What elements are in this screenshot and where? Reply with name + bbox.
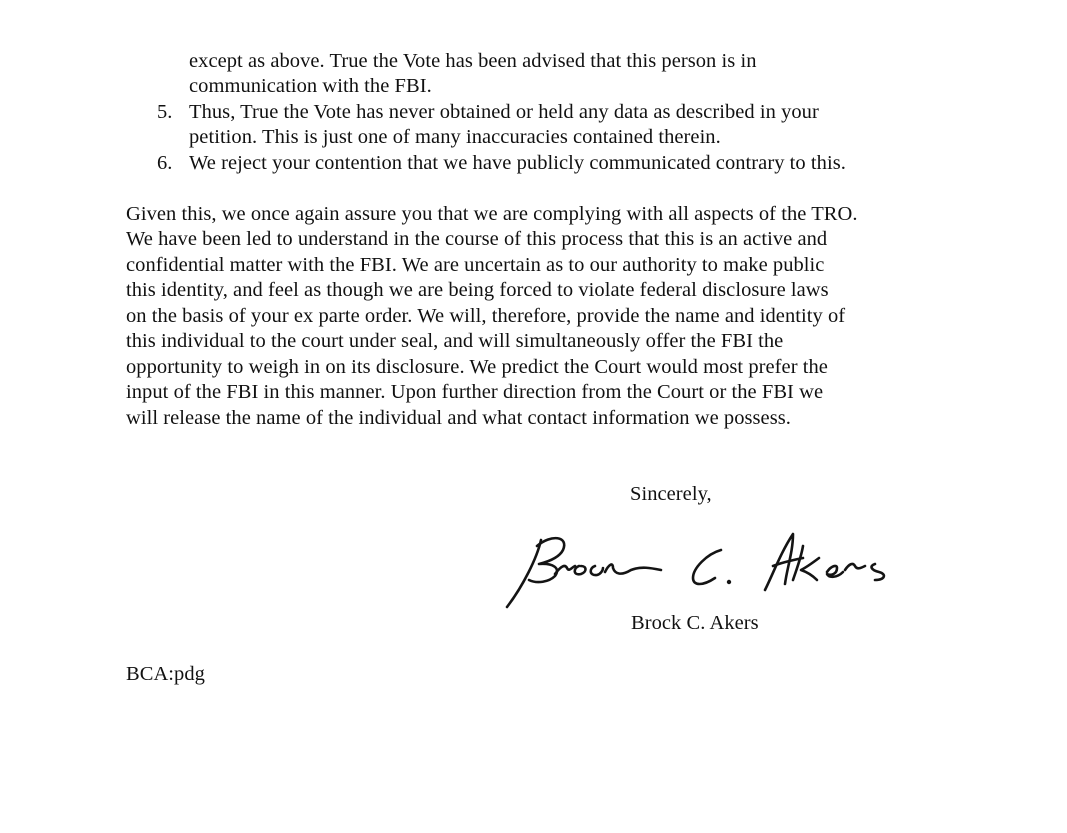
list-continuation-line: except as above. True the Vote has been advised that this person is in [189,50,757,72]
paragraph-line: this identity, and feel as though we are being forced to violate federal disclosure laws [126,279,829,301]
paragraph-line: opportunity to weigh in on its disclosure. We predict the Court would most prefer the [126,356,828,378]
list-item-number: 6. [157,152,173,174]
handwritten-signature [503,528,903,612]
reference-initials: BCA:pdg [126,663,205,685]
list-item-number: 5. [157,101,173,123]
paragraph-line: will release the name of the individual and what contact information we possess. [126,407,791,429]
paragraph-line: input of the FBI in this manner. Upon further direction from the Court or the FBI we [126,381,824,403]
closing-salutation: Sincerely, [630,483,712,505]
paragraph-line: We have been led to understand in the course of this process that this is an active and [126,228,828,250]
signer-name: Brock C. Akers [631,612,759,634]
list-continuation-line: communication with the FBI. [189,75,432,97]
paragraph-line: on the basis of your ex parte order. We will, therefore, provide the name and identity of [126,305,846,327]
paragraph-line: confidential matter with the FBI. We are uncertain as to our authority to make public [126,254,825,276]
list-item-line: petition. This is just one of many inaccuracies contained therein. [189,126,721,148]
list-item-line: Thus, True the Vote has never obtained or held any data as described in your [189,101,819,123]
paragraph-line: Given this, we once again assure you that we are complying with all aspects of the TRO. [126,203,858,225]
list-item-line: We reject your contention that we have publicly communicated contrary to this. [189,152,846,174]
paragraph-line: this individual to the court under seal, and will simultaneously offer the FBI the [126,330,784,352]
